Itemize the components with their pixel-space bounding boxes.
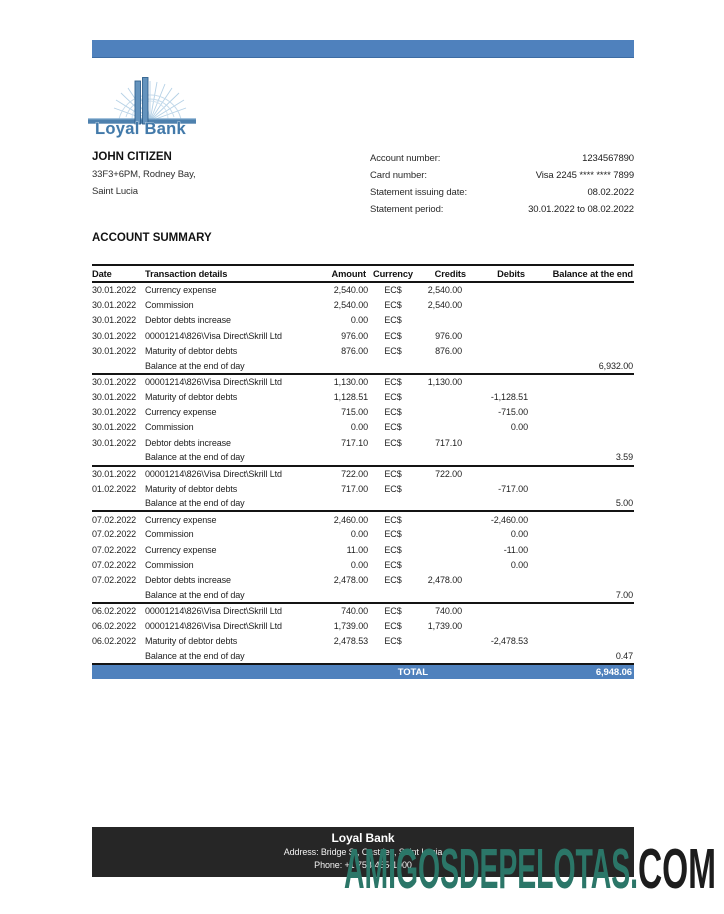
cell-credits: 2,478.00 [427,575,462,586]
issuing-date-label: Statement issuing date: [370,187,467,198]
watermark-main-text: AMIGOSDEPELOTAS. [344,838,638,896]
cell-amount: 715.00 [341,407,368,418]
cell-empty [92,649,145,664]
cell-credits [416,511,472,526]
cell-amount: 717.00 [341,483,368,494]
cell-date: 30.01.2022 [92,299,137,310]
table-row [92,389,634,404]
cell-debits: -715.00 [498,407,528,418]
cell-details: Maturity of debtor debts [145,391,238,402]
cell-empty [472,450,530,465]
cell-empty [416,588,472,603]
cell-currency: EC$ [384,376,402,387]
day-balance-row [92,649,634,664]
cell-amount: 0.00 [350,529,368,540]
cell-debits: -1,128.51 [490,391,528,402]
logo-fan-pattern [114,81,186,121]
cell-date: 30.01.2022 [92,285,137,296]
cell-debits [472,282,530,297]
cell-currency: EC$ [384,330,402,341]
cell-currency: EC$ [384,299,402,310]
cell-empty [370,588,416,603]
cell-amount: 2,540.00 [333,285,368,296]
cell-credits [416,420,472,435]
card-number-row [370,167,634,184]
cell-currency: EC$ [384,391,402,402]
cell-empty [92,450,145,465]
cell-date: 07.02.2022 [92,559,137,570]
cell-details: 00001214\826\Visa Direct\Skrill Ltd [145,468,282,479]
cell-details: Maturity of debtor debts [145,345,238,356]
cell-date: 30.01.2022 [92,391,137,402]
total-row [92,664,634,679]
cell-currency: EC$ [384,636,402,647]
cell-balance [530,435,634,450]
cell-date: 30.01.2022 [92,422,137,433]
cell-debits [472,374,530,389]
col-header-balance: Balance at the end [530,265,634,282]
total-value: 6,948.06 [530,664,634,679]
logo-text: Loyal Bank [95,120,187,138]
cell-empty [370,496,416,511]
table-row [92,481,634,496]
day-balance-value: 3.59 [530,450,634,465]
cell-date: 07.02.2022 [92,575,137,586]
day-balance-row [92,358,634,373]
cell-debits: -2,478.53 [490,636,528,647]
cell-credits: 1,739.00 [427,621,462,632]
cell-details: Currency expense [145,407,217,418]
day-balance-value: 0.47 [530,649,634,664]
cell-currency: EC$ [384,345,402,356]
cell-balance [530,404,634,419]
cell-date: 30.01.2022 [92,345,137,356]
col-header-debits: Debits [472,265,530,282]
cell-empty [92,496,145,511]
cell-amount: 0.00 [350,422,368,433]
day-balance-label: Balance at the end of day [145,496,308,511]
cell-balance [530,466,634,481]
cell-currency: EC$ [384,315,402,326]
cell-amount: 2,460.00 [333,514,368,525]
cell-date: 30.01.2022 [92,376,137,387]
table-row [92,374,634,389]
cell-empty [308,588,370,603]
cell-balance [530,634,634,649]
col-header-date: Date [92,265,145,282]
table-row [92,343,634,358]
account-holder-name: JOHN CITIZEN [92,151,172,163]
table-row [92,634,634,649]
cell-date: 07.02.2022 [92,514,137,525]
cell-amount: 876.00 [341,345,368,356]
statement-table [92,264,634,679]
cell-currency: EC$ [384,437,402,448]
cell-date: 30.01.2022 [92,468,137,479]
cell-amount: 717.10 [341,437,368,448]
cell-credits: 976.00 [435,330,462,341]
day-balance-label: Balance at the end of day [145,450,308,465]
cell-balance [530,420,634,435]
day-balance-label: Balance at the end of day [145,649,308,664]
account-number-row [370,150,634,167]
footer-phone: Phone: +1 758-455-1000 [314,860,412,870]
cell-debits [472,343,530,358]
cell-balance [530,527,634,542]
cell-credits [416,527,472,542]
cell-currency: EC$ [384,575,402,586]
cell-empty [416,450,472,465]
cell-empty [370,649,416,664]
cell-debits: -11.00 [503,544,528,555]
day-balance-row [92,450,634,465]
table-row [92,435,634,450]
cell-date: 01.02.2022 [92,483,137,494]
cell-details: Debtor debts increase [145,315,231,326]
cell-date: 30.01.2022 [92,407,137,418]
table-row [92,313,634,328]
cell-amount: 1,130.00 [333,376,368,387]
cell-credits: 717.10 [435,437,462,448]
col-header-credits: Credits [416,265,472,282]
cell-details: Commission [145,299,194,310]
cell-empty [308,649,370,664]
issuing-date-row [370,184,634,201]
cell-details: Commission [145,559,194,570]
cell-currency: EC$ [384,468,402,479]
cell-credits: 876.00 [435,345,462,356]
cell-debits [472,619,530,634]
account-info-block [370,150,634,218]
cell-balance [530,282,634,297]
card-number-value: Visa 2245 **** **** 7899 [535,170,634,181]
cell-debits [472,466,530,481]
cell-empty [92,588,145,603]
cell-details: Commission [145,422,194,433]
cell-empty [416,496,472,511]
cell-details: Maturity of debtor debts [145,636,238,647]
cell-currency: EC$ [384,544,402,555]
cell-debits [472,603,530,618]
cell-details: 00001214\826\Visa Direct\Skrill Ltd [145,621,282,632]
table-row [92,328,634,343]
cell-balance [530,557,634,572]
cell-credits [416,557,472,572]
cell-date: 07.02.2022 [92,544,137,555]
cell-empty [370,358,416,373]
cell-amount: 722.00 [341,468,368,479]
table-row [92,404,634,419]
cell-details: 00001214\826\Visa Direct\Skrill Ltd [145,606,282,617]
cell-credits: 2,540.00 [427,285,462,296]
card-number-label: Card number: [370,170,427,181]
table-row [92,527,634,542]
address-line-1: 33F3+6PM, Rodney Bay, [92,169,196,180]
cell-credits: 2,540.00 [427,299,462,310]
cell-empty [92,358,145,373]
cell-credits: 1,130.00 [427,376,462,387]
footer-address: Address: Bridge St, Castries, Saint Lucia [283,847,443,857]
day-balance-value: 7.00 [530,588,634,603]
cell-details: 00001214\826\Visa Direct\Skrill Ltd [145,376,282,387]
cell-debits: 0.00 [510,529,528,540]
account-number-label: Account number: [370,153,441,164]
cell-date: 07.02.2022 [92,529,137,540]
cell-currency: EC$ [384,559,402,570]
cell-balance [530,573,634,588]
cell-balance [530,343,634,358]
address-line-2: Saint Lucia [92,185,138,197]
cell-empty [416,358,472,373]
cell-amount: 0.00 [350,315,368,326]
section-title: ACCOUNT SUMMARY [92,232,212,244]
cell-date: 06.02.2022 [92,606,137,617]
issuing-date-value: 08.02.2022 [587,187,634,198]
cell-debits [472,313,530,328]
cell-balance [530,328,634,343]
day-balance-label: Balance at the end of day [145,358,308,373]
cell-date: 06.02.2022 [92,636,137,647]
cell-credits [416,313,472,328]
statement-period-row [370,201,634,218]
col-header-amount: Amount [308,265,370,282]
loyal-bank-logo [88,76,196,138]
cell-debits [472,297,530,312]
cell-balance [530,389,634,404]
cell-empty [472,649,530,664]
cell-debits [472,435,530,450]
cell-currency: EC$ [384,285,402,296]
table-row [92,282,634,297]
cell-credits: 722.00 [435,468,462,479]
cell-empty [472,496,530,511]
table-row [92,603,634,618]
cell-balance [530,374,634,389]
cell-debits: 0.00 [510,559,528,570]
cell-currency: EC$ [384,514,402,525]
day-balance-row [92,588,634,603]
cell-balance [530,313,634,328]
cell-empty [308,496,370,511]
statement-table-header [92,265,634,282]
cell-currency: EC$ [384,529,402,540]
cell-amount: 2,478.53 [333,636,368,647]
day-balance-label: Balance at the end of day [145,588,308,603]
logo-left-column [135,81,141,124]
table-row [92,420,634,435]
table-row [92,619,634,634]
day-balance-row [92,496,634,511]
cell-debits [472,573,530,588]
cell-currency: EC$ [384,606,402,617]
cell-details: Currency expense [145,544,217,555]
cell-details: 00001214\826\Visa Direct\Skrill Ltd [145,330,282,341]
cell-empty [472,358,530,373]
cell-credits [416,389,472,404]
cell-details: Maturity of debtor debts [145,483,238,494]
top-banner-bar [92,40,634,58]
cell-amount: 1,739.00 [333,621,368,632]
cell-balance [530,542,634,557]
watermark-suffix-text: COM [638,838,716,896]
table-row [92,542,634,557]
cell-empty [308,358,370,373]
cell-balance [530,297,634,312]
col-header-currency: Currency [370,265,416,282]
cell-currency: EC$ [384,621,402,632]
table-row [92,573,634,588]
cell-date: 30.01.2022 [92,315,137,326]
cell-credits [416,481,472,496]
cell-empty [370,450,416,465]
footer-bank-name: Loyal Bank [331,831,395,845]
cell-currency: EC$ [384,407,402,418]
cell-details: Currency expense [145,285,217,296]
cell-balance [530,603,634,618]
cell-debits: 0.00 [510,422,528,433]
statement-period-value: 30.01.2022 to 08.02.2022 [528,204,634,215]
cell-date: 30.01.2022 [92,330,137,341]
day-balance-value: 6,932.00 [530,358,634,373]
cell-balance [530,481,634,496]
account-holder-block [92,151,322,200]
cell-credits [416,404,472,419]
cell-details: Commission [145,529,194,540]
cell-amount: 976.00 [341,330,368,341]
table-row [92,557,634,572]
statement-table-body [92,282,634,664]
day-balance-value: 5.00 [530,496,634,511]
total-label: TOTAL [92,664,530,679]
table-row [92,511,634,526]
watermark [344,838,718,896]
cell-date: 06.02.2022 [92,621,137,632]
cell-empty [416,649,472,664]
table-row [92,466,634,481]
cell-currency: EC$ [384,422,402,433]
cell-details: Currency expense [145,514,217,525]
cell-amount: 11.00 [346,544,368,555]
account-holder-address [92,167,322,200]
cell-amount: 2,478.00 [333,575,368,586]
account-number-value: 1234567890 [582,153,634,164]
cell-credits [416,634,472,649]
cell-debits: -717.00 [498,483,528,494]
cell-amount: 740.00 [341,606,368,617]
cell-debits: -2,460.00 [490,514,528,525]
table-row [92,297,634,312]
cell-balance [530,511,634,526]
cell-credits [416,542,472,557]
cell-date: 30.01.2022 [92,437,137,448]
cell-amount: 0.00 [350,559,368,570]
col-header-details: Transaction details [145,265,308,282]
cell-credits: 740.00 [435,606,462,617]
statement-period-label: Statement period: [370,204,444,215]
cell-debits [472,328,530,343]
cell-details: Debtor debts increase [145,437,231,448]
cell-amount: 2,540.00 [333,299,368,310]
cell-balance [530,619,634,634]
logo-right-column [143,78,149,125]
cell-currency: EC$ [384,483,402,494]
cell-details: Debtor debts increase [145,575,231,586]
cell-empty [308,450,370,465]
cell-amount: 1,128.51 [333,391,368,402]
cell-empty [472,588,530,603]
